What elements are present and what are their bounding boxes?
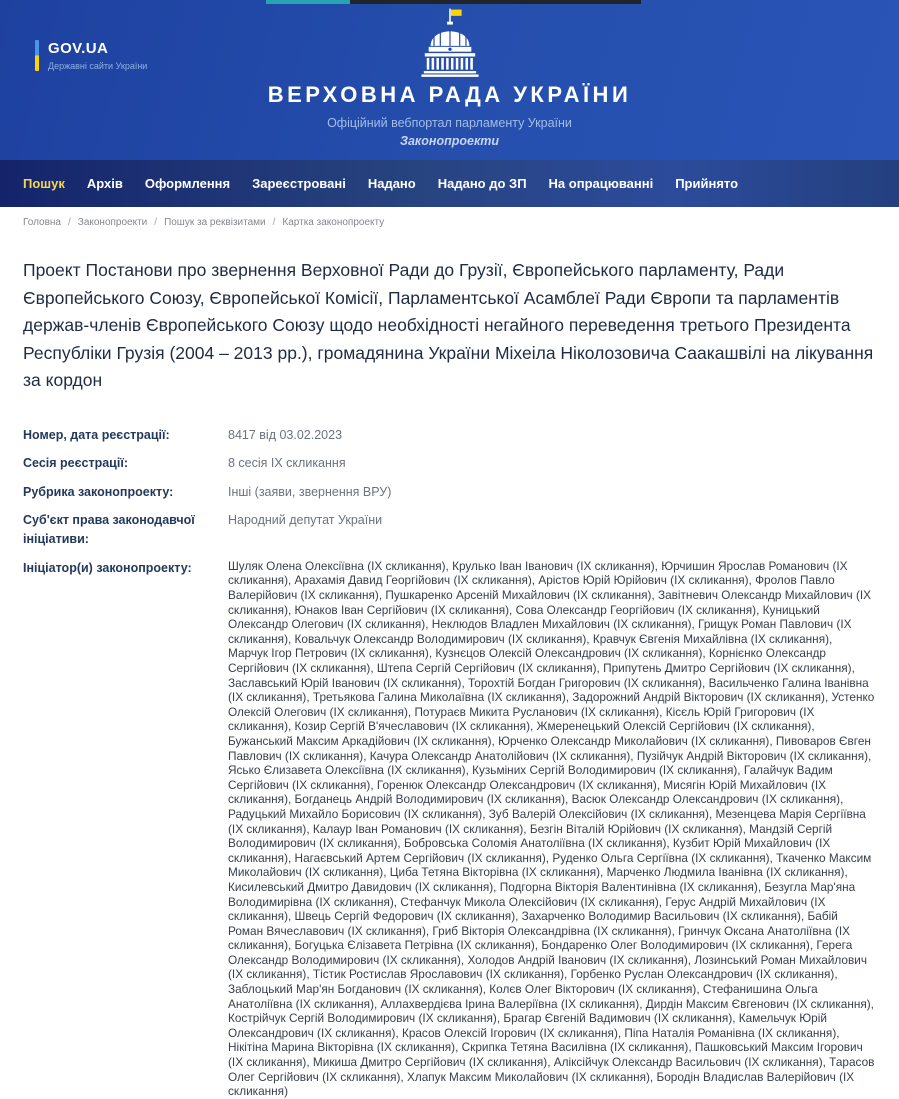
detail-label-number-date: Номер, дата реєстрації:	[23, 427, 170, 442]
nav-item-poshuk[interactable]: Пошук	[23, 176, 65, 191]
breadcrumb	[0, 207, 899, 236]
parliament-building-icon	[0, 7, 899, 77]
detail-value-initiative-subject: Народний депутат України	[228, 513, 383, 528]
breadcrumb-separator: /	[68, 217, 71, 228]
nav-item-pryiniato[interactable]: Прийнято	[675, 176, 739, 191]
detail-value-initiators: Шуляк Олена Олексіївна (IX скликання), Крулько Іван Іванович (IX скликання), Юрчишин Ярослав Романович (IX скликання), Арахамія Давид Георгійович (IX скликання), Арістов Юрій Юрійович (IX скликання), Фролов Павло Валерійович (IX скликання), Пушкаренко Арсеній Михайлович (IX скликання), Завітневич Олександр Михайлович (IX скликання), Юнаков Іван Сергійович (IX скликання), Сова Олександр Георгійович (IX скликання), Куницький Олександр Олегович (IX скликання), Неклюдов Владлен Михайлович (IX скликання), Грищук Роман Павлович (IX скликання), Ковальчук Олександр Володимирович (IX скликання), Кравчук Євгенія Михайлівна (IX скликання), Марчук Ігор Петрович (IX скликання), Кузнєцов Олексій Олександрович (IX скликання), Корнієнко Олександр Сергійович (IX скликання), Штепа Сергій Сергійович (IX скликання), Припутень Дмитро Сергійович (IX скликання), Заславський Юрій Іванович (IX скликання), Торохтій Богдан Григорович (IX скликання), Васильченко Галина Іванівна (IX скликання), Третьякова Галина Миколаївна (IX скликання), Задорожний Андрій Вікторович (IX скликання), Устенко Олексій Олегович (IX скликання), Потураєв Микита Русланович (IX скликання), Кісєль Юрій Григорович (IX скликання), Козир Сергій В'ячеславович (IX скликання), Жмеренецький Олексій Сергійович (IX скликання), Бужанський Максим Аркадійович (IX скликання), Юрченко Олександр Миколайович (IX скликання), Пивоваров Євген Павлович (IX скликання), Качура Олександр Анатолійович (IX скликання), Пузійчук Андрій Вікторович (IX скликання), Ясько Єлизавета Олексіївна (IX скликання), Кузьміних Сергій Володимирович (IX скликання), Галайчук Вадим Сергійович (IX скликання), Горенюк Олександр Олександрович (IX скликання), Мисягін Юрій Михайлович (IX скликання), Богданець Андрій Володимирович (IX скликання), Васюк Олександр Олександрович (IX скликання), Радуцький Михайло Борисович (IX скликання), Зуб Валерій Олексійович (IX скликання), Мезенцева Марія Сергіївна (IX скликання), Калаур Іван Романович (IX скликання), Безгін Віталій Юрійович (IX скликання), Мандзій Сергій Володимирович (IX скликання), Бобровська Соломія Анатоліївна (IX скликання), Кузбит Юрій Михайлович (IX скликання), Нагаєвський Артем Сергійович (IX скликання), Руденко Ольга Сергіївна (IX скликання), Ткаченко Максим Миколайович (IX скликання), Циба Тетяна Вікторівна (IX скликання), Марченко Людмила Іванівна (IX скликання), Кисилевський Дмитро Давидович (IX скликання), Подгорна Вікторія Валентинівна (IX скликання), Безугла Мар'яна Володимирівна (IX скликання), Стефанчук Микола Олексійович (IX скликання), Герус Андрій Михайлович (IX скликання), Швець Сергій Федорович (IX скликання), Захарченко Володимир Васильович (IX скликання), Бабій Роман Вячеславович (IX скликання), Гриб Вікторія Олександрівна (IX скликання), Гринчук Оксана Анатоліївна (IX скликання), Богуцька Єлізавета Петрівна (IX скликання), Бондаренко Олег Володимирович (IX скликання), Герега Олександр Володимирович (IX скликання), Холодов Андрій Іванович (IX скликання), Лозинський Роман Михайлович (IX скликання), Тістик Ростислав Ярославович (IX скликання), Горбенко Руслан Олександрович (IX скликання), Заблоцький Мар'ян Богданович (IX скликання), Колєв Олег Вікторович (IX скликання), Стефанишина Ольга Анатоліївна (IX скликання), Аллахвердієва Ірина Валеріївна (IX скликання), Дирдін Максим Євгенович (IX скликання), Кострійчук Сергій Володимирович (IX скликання), Брагар Євгеній Вадимович (IX скликання), Камельчук Юрій Олександрович (IX скликання), Красов Олексій Ігорович (IX скликання), Піпа Наталія Романівна (IX скликання), Нікітіна Марина Вікторівна (IX скликання), Скрипка Тетяна Василівна (IX скликання), Пашковський Максим Ігорович (IX скликання), Микиша Дмитро Сергійович (IX скликання), Аліксійчук Олександр Васильович (IX скликання), Тарасов Олег Сергійович (IX скликання), Хлапук Максим Миколайович (IX скликання), Бородін Владислав Валерійович (IX скликання)	[228, 558, 875, 1099]
detail-label-initiative-subject: Суб'єкт права законодавчої ініціативи:	[23, 513, 195, 547]
page-title: Проект Постанови про звернення Верховної Ради до Грузії, Європейського парламенту, Ради Європейського Союзу, Європейської Комісії, Парламентської Асамблеї Ради Європи та парламентів держав-членів Європейського Союзу щодо необхідності негайного переведення третього Президента Республіки Грузія (2004 – 2013 рр.), громадянина України Міхеіла Ніколозовича Саакашвілі на лікування за кордон	[23, 260, 874, 391]
nav-item-arkhiv[interactable]: Архів	[86, 176, 123, 191]
nav-item-nadano-do-zp[interactable]: Надано до ЗП	[437, 176, 527, 191]
govua-subtitle: Державні сайти України	[48, 61, 148, 71]
detail-label-initiators: Ініціатор(и) законопроекту:	[23, 560, 192, 575]
nav-item-zareiestrovani[interactable]: Зареєстровані	[252, 176, 346, 191]
detail-value-session: 8 сесія IX скликання	[228, 456, 346, 471]
rada-logo[interactable]	[0, 7, 899, 148]
top-progress-strip	[266, 0, 641, 4]
detail-label-rubric: Рубрика законопроекту:	[23, 484, 174, 499]
nav-item-oformlennia[interactable]: Оформлення	[144, 176, 231, 191]
breadcrumb-separator: /	[154, 217, 158, 228]
bill-card	[0, 236, 899, 1099]
detail-label-session: Сесія реєстрації:	[23, 456, 128, 471]
bill-details	[23, 426, 875, 1099]
breadcrumb-home[interactable]: Головна	[23, 217, 61, 228]
nav-item-nadano[interactable]: Надано	[367, 176, 416, 191]
site-subtitle: Офіційний вебпортал парламенту України	[327, 116, 572, 130]
nav-item-na-opratsiuvanni[interactable]: На опрацюванні	[548, 176, 654, 191]
main-navigation	[0, 160, 899, 207]
site-section-label: Законопроекти	[399, 134, 500, 148]
govua-title: GOV.UA	[48, 40, 109, 57]
top-progress-strip-segment	[266, 0, 350, 4]
site-title: ВЕРХОВНА РАДА УКРАЇНИ	[267, 82, 632, 107]
site-header	[0, 0, 899, 160]
detail-value-number-date: 8417 від 03.02.2023	[228, 427, 343, 442]
breadcrumb-separator: /	[272, 217, 276, 228]
detail-value-rubric: Інші (заяви, звернення ВРУ)	[228, 484, 392, 499]
breadcrumb-zakonoproekty[interactable]: Законопроекти	[77, 217, 148, 228]
breadcrumb-kartka-zakonoproektu: Картка законопроекту	[282, 217, 385, 228]
breadcrumb-poshuk-za-rekvizytamy[interactable]: Пошук за реквізитами	[164, 217, 266, 228]
